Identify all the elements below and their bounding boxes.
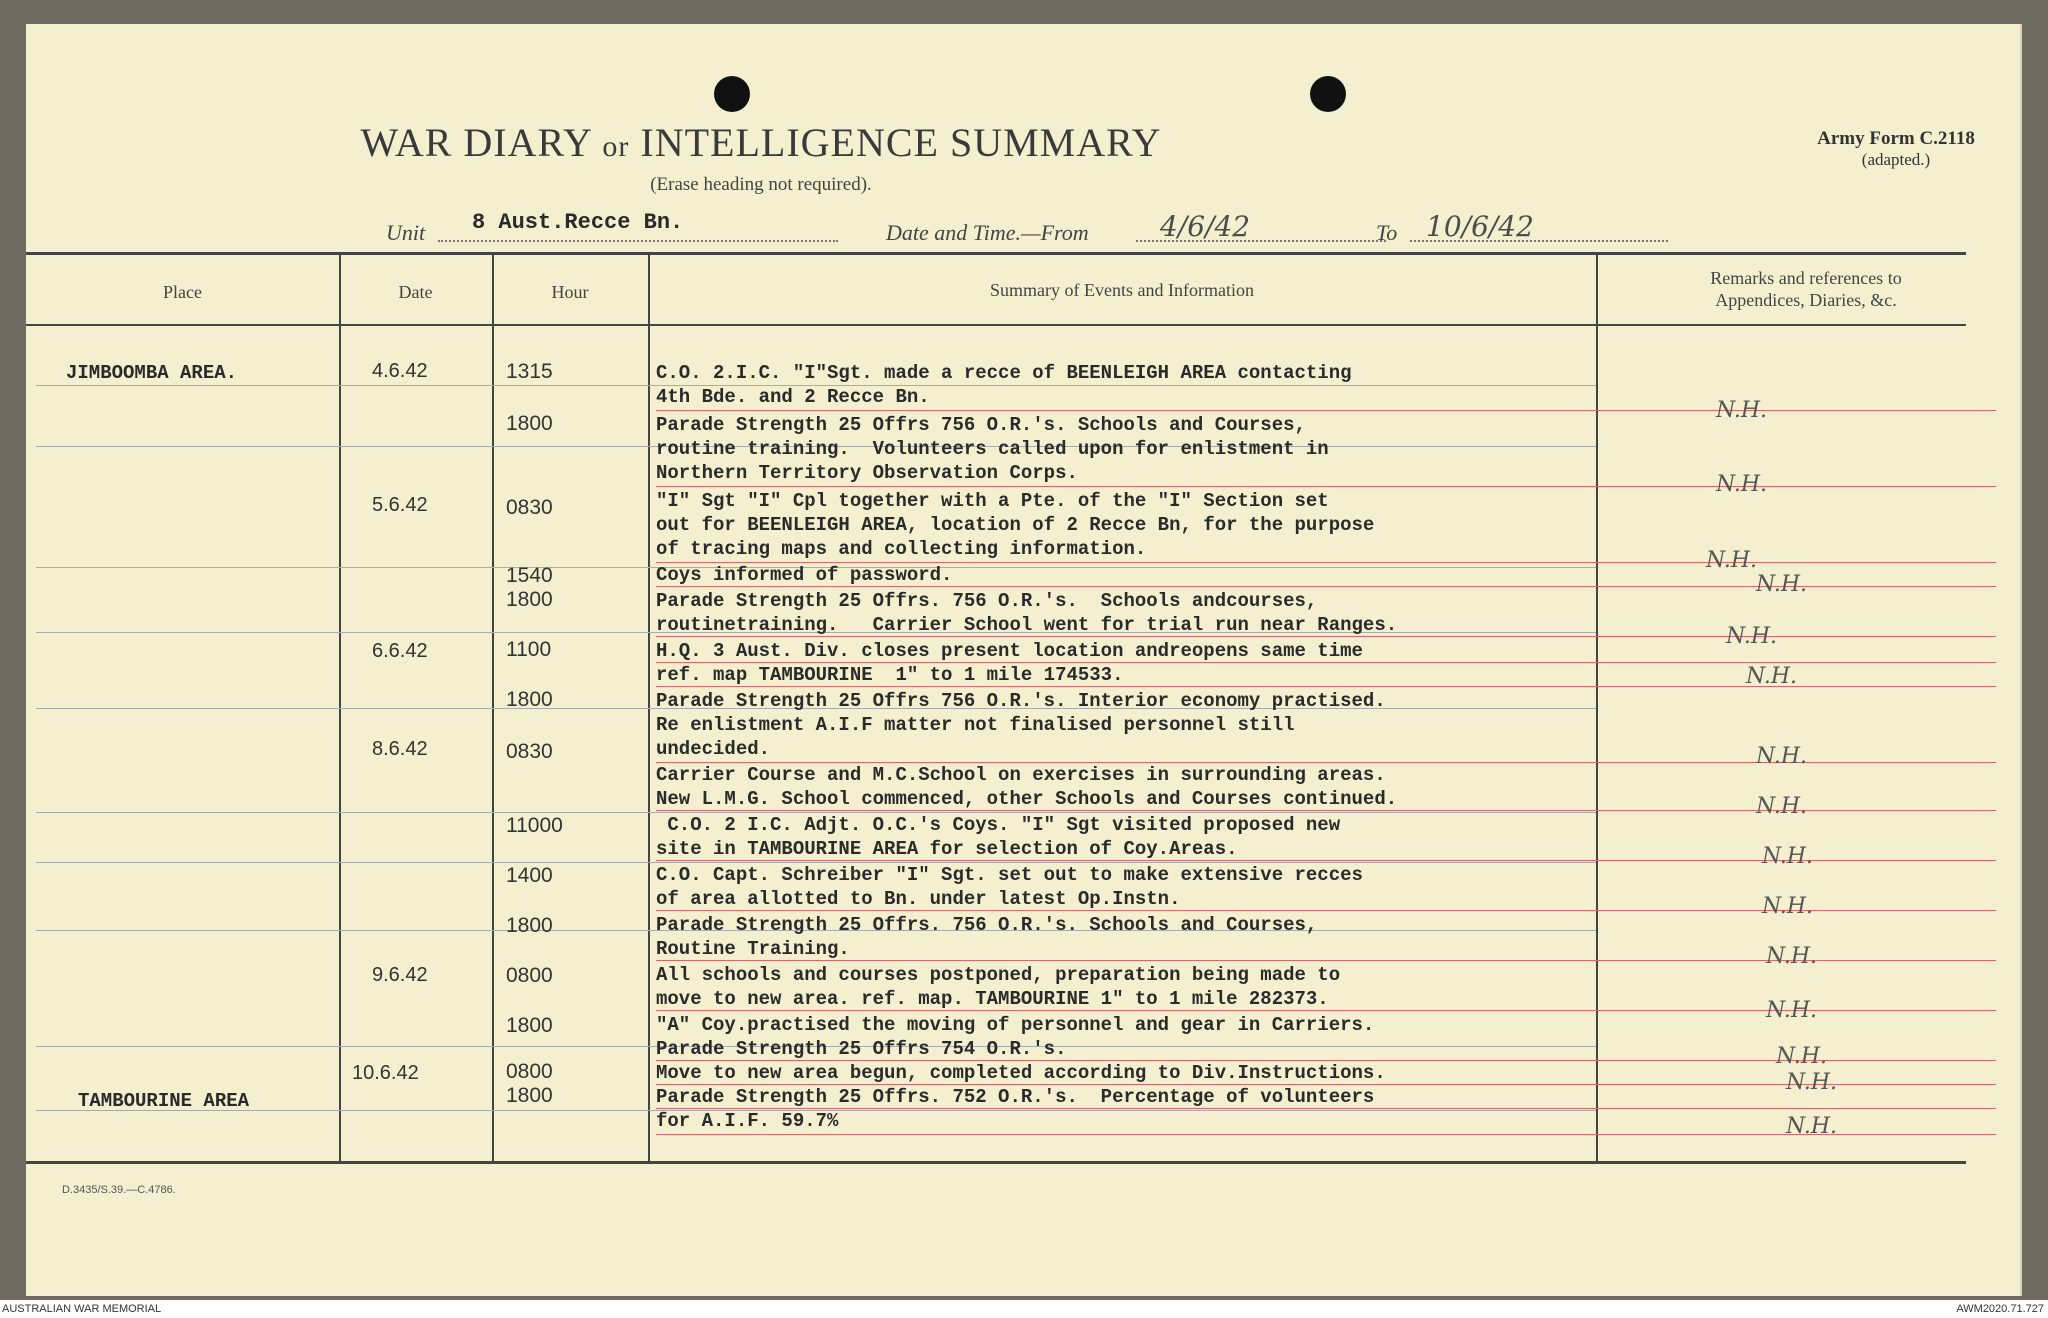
initials-signature: N.H. <box>1726 624 1778 649</box>
summary-line: Parade Strength 25 Offrs. 756 O.R.'s. Schools and Courses, <box>656 914 1318 936</box>
initials-signature: N.H. <box>1716 472 1768 497</box>
summary-line: Parade Strength 25 Offrs 756 O.R.'s. Interior economy practised. <box>656 690 1386 712</box>
summary-line: routinetraining. Carrier School went for trial run near Ranges. <box>656 614 1398 636</box>
initials-signature: N.H. <box>1746 664 1798 689</box>
summary-line: out for BEENLEIGH AREA, location of 2 Recce Bn, for the purpose <box>656 514 1375 536</box>
initials-signature: N.H. <box>1762 844 1814 869</box>
summary-line: undecided. <box>656 738 771 760</box>
red-ruled-line <box>656 486 1996 487</box>
red-ruled-line <box>656 1108 1996 1109</box>
hour-entry: 1800 <box>506 688 553 711</box>
initials-signature: N.H. <box>1756 794 1808 819</box>
hour-entry: 1800 <box>506 1014 553 1037</box>
summary-line: Parade Strength 25 Offrs. 756 O.R.'s. Schools andcourses, <box>656 590 1318 612</box>
date-hour-divider <box>492 252 494 1162</box>
hour-entry: 1100 <box>506 638 552 661</box>
footer-accession: AWM2020.71.727 <box>1956 1303 2044 1315</box>
summary-remarks-divider <box>1596 252 1598 1162</box>
summary-line: C.O. Capt. Schreiber "I" Sgt. set out to make extensive recces <box>656 864 1363 886</box>
place-tambourine: TAMBOURINE AREA <box>78 1090 250 1112</box>
initials-signature: N.H. <box>1756 744 1808 769</box>
header-bottom-rule <box>26 324 1966 326</box>
summary-line: C.O. 2 I.C. Adjt. O.C.'s Coys. "I" Sgt visited proposed new <box>656 814 1341 836</box>
hour-entry: 1540 <box>506 564 553 587</box>
summary-line: Northern Territory Observation Corps. <box>656 462 1078 484</box>
hour-entry: 1800 <box>506 914 553 937</box>
summary-line: Parade Strength 25 Offrs 754 O.R.'s. <box>656 1038 1067 1060</box>
summary-line: C.O. 2.I.C. "I"Sgt. made a recce of BEENLEIGH AREA contacting <box>656 362 1352 384</box>
summary-line: routine training. Volunteers called upon for enlistment in <box>656 438 1329 460</box>
summary-line: Re enlistment A.I.F matter not finalised personnel still <box>656 714 1295 736</box>
punch-hole-left <box>714 76 750 112</box>
hour-entry: 0800 <box>506 1060 553 1083</box>
red-ruled-line <box>656 662 1996 663</box>
initials-signature: N.H. <box>1706 548 1758 573</box>
summary-line: Parade Strength 25 Offrs. 752 O.R.'s. Percentage of volunteers <box>656 1086 1375 1108</box>
hour-entry: 0830 <box>506 740 553 763</box>
summary-line: H.Q. 3 Aust. Div. closes present location andreopens same time <box>656 640 1363 662</box>
red-ruled-line <box>656 562 1996 563</box>
hour-entry: 11000 <box>506 814 563 837</box>
summary-line: site in TAMBOURINE AREA for selection of Coy.Areas. <box>656 838 1238 860</box>
header-place: Place <box>163 282 202 302</box>
hour-entry: 1400 <box>506 864 553 887</box>
initials-signature: N.H. <box>1766 998 1818 1023</box>
initials-signature: N.H. <box>1766 944 1818 969</box>
date-entry: 6.6.42 <box>372 640 428 662</box>
hour-entry: 1800 <box>506 588 553 611</box>
place-date-divider <box>339 252 341 1162</box>
unit-label: Unit <box>386 220 426 245</box>
header-hour: Hour <box>551 282 589 302</box>
initials-signature: N.H. <box>1776 1044 1828 1069</box>
hour-summary-divider <box>648 252 650 1162</box>
initials-signature: N.H. <box>1756 572 1808 597</box>
table-bottom-rule <box>26 1161 1966 1164</box>
initials-signature: N.H. <box>1786 1114 1838 1139</box>
initials-signature: N.H. <box>1716 398 1768 423</box>
summary-line: Parade Strength 25 Offrs 756 O.R.'s. Schools and Courses, <box>656 414 1306 436</box>
title-war-diary: WAR DIARY <box>360 120 592 165</box>
print-code: D.3435/S.39.—C.4786. <box>62 1184 176 1196</box>
hour-entry: 0830 <box>506 496 553 519</box>
to-date-value: 10/6/42 <box>1426 210 1534 243</box>
title-intelligence-summary: INTELLIGENCE SUMMARY <box>640 120 1162 165</box>
red-ruled-line <box>656 410 1996 411</box>
summary-line: Move to new area begun, completed according to Div.Instructions. <box>656 1062 1386 1084</box>
header-summary: Summary of Events and Information <box>990 280 1254 300</box>
summary-line: Coys informed of password. <box>656 564 953 586</box>
initials-signature: N.H. <box>1786 1070 1838 1095</box>
date-entry: 8.6.42 <box>372 738 428 760</box>
to-label: To <box>1376 220 1398 245</box>
place-jimboomba: JIMBOOMBA AREA. <box>66 362 238 384</box>
footer-institution: AUSTRALIAN WAR MEMORIAL <box>2 1303 162 1315</box>
date-entry: 4.6.42 <box>372 360 428 382</box>
summary-line: of tracing maps and collecting information. <box>656 538 1147 560</box>
initials-signature: N.H. <box>1762 894 1814 919</box>
date-entry: 5.6.42 <box>372 494 428 516</box>
date-time-label: Date and Time.—From <box>886 220 1089 245</box>
hour-entry: 1315 <box>506 360 553 383</box>
summary-line: of area allotted to Bn. under latest Op.Instn. <box>656 888 1181 910</box>
hour-entry: 0800 <box>506 964 553 987</box>
row-separator <box>36 862 1596 863</box>
summary-line: All schools and courses postponed, preparation being made to <box>656 964 1341 986</box>
army-form-adapted: (adapted.) <box>1861 150 1931 169</box>
caption-strip <box>0 1300 2048 1318</box>
form-subtitle: (Erase heading not required). <box>650 174 872 195</box>
unit-dotted-line <box>438 240 838 242</box>
summary-line: ref. map TAMBOURINE 1" to 1 mile 174533. <box>656 664 1124 686</box>
summary-line: Routine Training. <box>656 938 850 960</box>
summary-line: Carrier Course and M.C.School on exercises in surrounding areas. <box>656 764 1386 786</box>
row-separator <box>36 812 1596 813</box>
header-remarks-line2: Appendices, Diaries, &c. <box>1715 290 1897 310</box>
table-top-rule <box>26 252 1966 255</box>
form-title <box>26 119 1496 166</box>
army-form-number: Army Form C.2118 <box>1817 128 1975 149</box>
from-date-value: 4/6/42 <box>1160 210 1251 243</box>
date-entry: 9.6.42 <box>372 964 428 986</box>
summary-line: "A" Coy.practised the moving of personnel and gear in Carriers. <box>656 1014 1375 1036</box>
summary-line: 4th Bde. and 2 Recce Bn. <box>656 386 930 408</box>
summary-line: "I" Sgt "I" Cpl together with a Pte. of the "I" Section set <box>656 490 1329 512</box>
punch-hole-right <box>1310 76 1346 112</box>
diary-sheet <box>26 24 2022 1296</box>
summary-line: for A.I.F. 59.7% <box>656 1110 839 1132</box>
red-ruled-line <box>656 636 1996 637</box>
date-entry: 10.6.42 <box>352 1062 419 1084</box>
summary-line: move to new area. ref. map. TAMBOURINE 1" to 1 mile 282373. <box>656 988 1329 1010</box>
summary-line: New L.M.G. School commenced, other Schools and Courses continued. <box>656 788 1398 810</box>
hour-entry: 1800 <box>506 1084 553 1107</box>
hour-entry: 1800 <box>506 412 553 435</box>
title-or: or <box>602 130 630 163</box>
header-remarks-line1: Remarks and references to <box>1710 268 1902 288</box>
header-date: Date <box>398 282 433 302</box>
unit-value: 8 Aust.Recce Bn. <box>472 210 684 235</box>
